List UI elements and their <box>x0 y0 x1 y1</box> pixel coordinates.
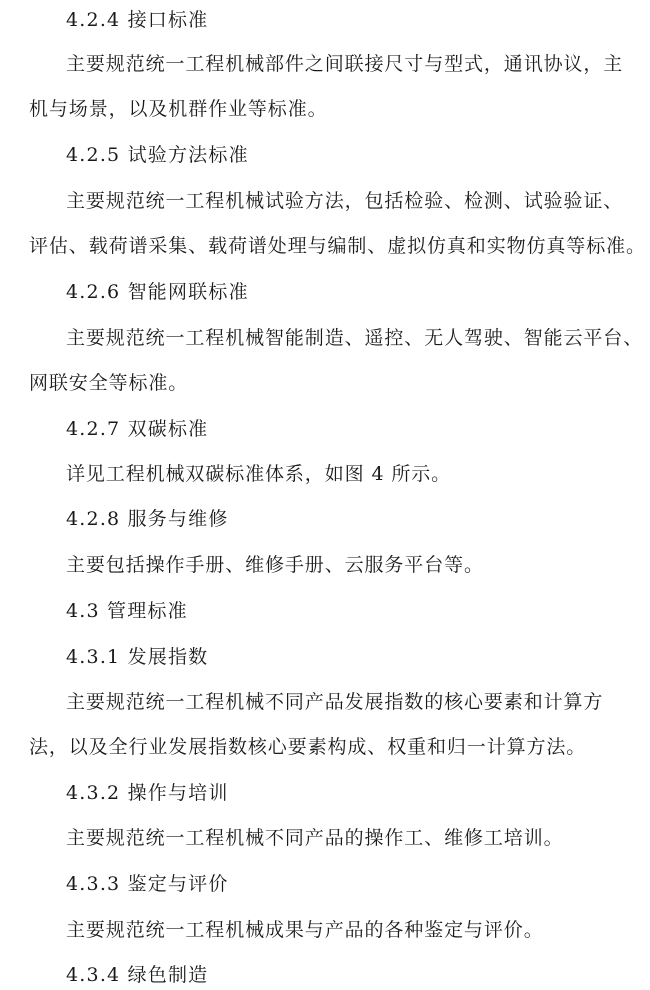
paragraph-line: 主要规范统一工程机械智能制造、遥控、无人驾驶、智能云平台、 <box>66 327 644 349</box>
section-heading-4-2-8: 4.2.8 服务与维修 <box>66 508 229 530</box>
paragraph-line: 主要规范统一工程机械部件之间联接尺寸与型式，通讯协议，主 <box>66 53 624 75</box>
section-heading-4-3-3: 4.3.3 鉴定与评价 <box>66 873 229 895</box>
paragraph-line: 评估、载荷谱采集、载荷谱处理与编制、虚拟仿真和实物仿真等标准。 <box>29 235 646 257</box>
paragraph-line: 主要规范统一工程机械不同产品的操作工、维修工培训。 <box>66 827 564 849</box>
section-heading-4-3: 4.3 管理标准 <box>66 600 188 622</box>
section-heading-4-2-4: 4.2.4 接口标准 <box>66 9 209 31</box>
paragraph-line: 主要规范统一工程机械试验方法，包括检验、检测、试验验证、 <box>66 190 624 212</box>
paragraph-line: 法，以及全行业发展指数核心要素构成、权重和归一计算方法。 <box>29 736 587 758</box>
section-heading-4-3-4: 4.3.4 绿色制造 <box>66 964 209 986</box>
section-heading-4-2-7: 4.2.7 双碳标准 <box>66 418 209 440</box>
paragraph-line: 主要规范统一工程机械成果与产品的各种鉴定与评价。 <box>66 919 544 941</box>
section-heading-4-2-5: 4.2.5 试验方法标准 <box>66 144 249 166</box>
section-heading-4-2-6: 4.2.6 智能网联标准 <box>66 281 249 303</box>
paragraph-line: 主要规范统一工程机械不同产品发展指数的核心要素和计算方 <box>66 691 604 713</box>
paragraph-line: 网联安全等标准。 <box>29 372 189 394</box>
section-heading-4-3-2: 4.3.2 操作与培训 <box>66 782 229 804</box>
paragraph-line: 主要包括操作手册、维修手册、云服务平台等。 <box>66 554 484 576</box>
paragraph-line: 机与场景，以及机群作业等标准。 <box>29 98 328 120</box>
paragraph-line: 详见工程机械双碳标准体系，如图 4 所示。 <box>66 463 452 485</box>
section-heading-4-3-1: 4.3.1 发展指数 <box>66 646 209 668</box>
